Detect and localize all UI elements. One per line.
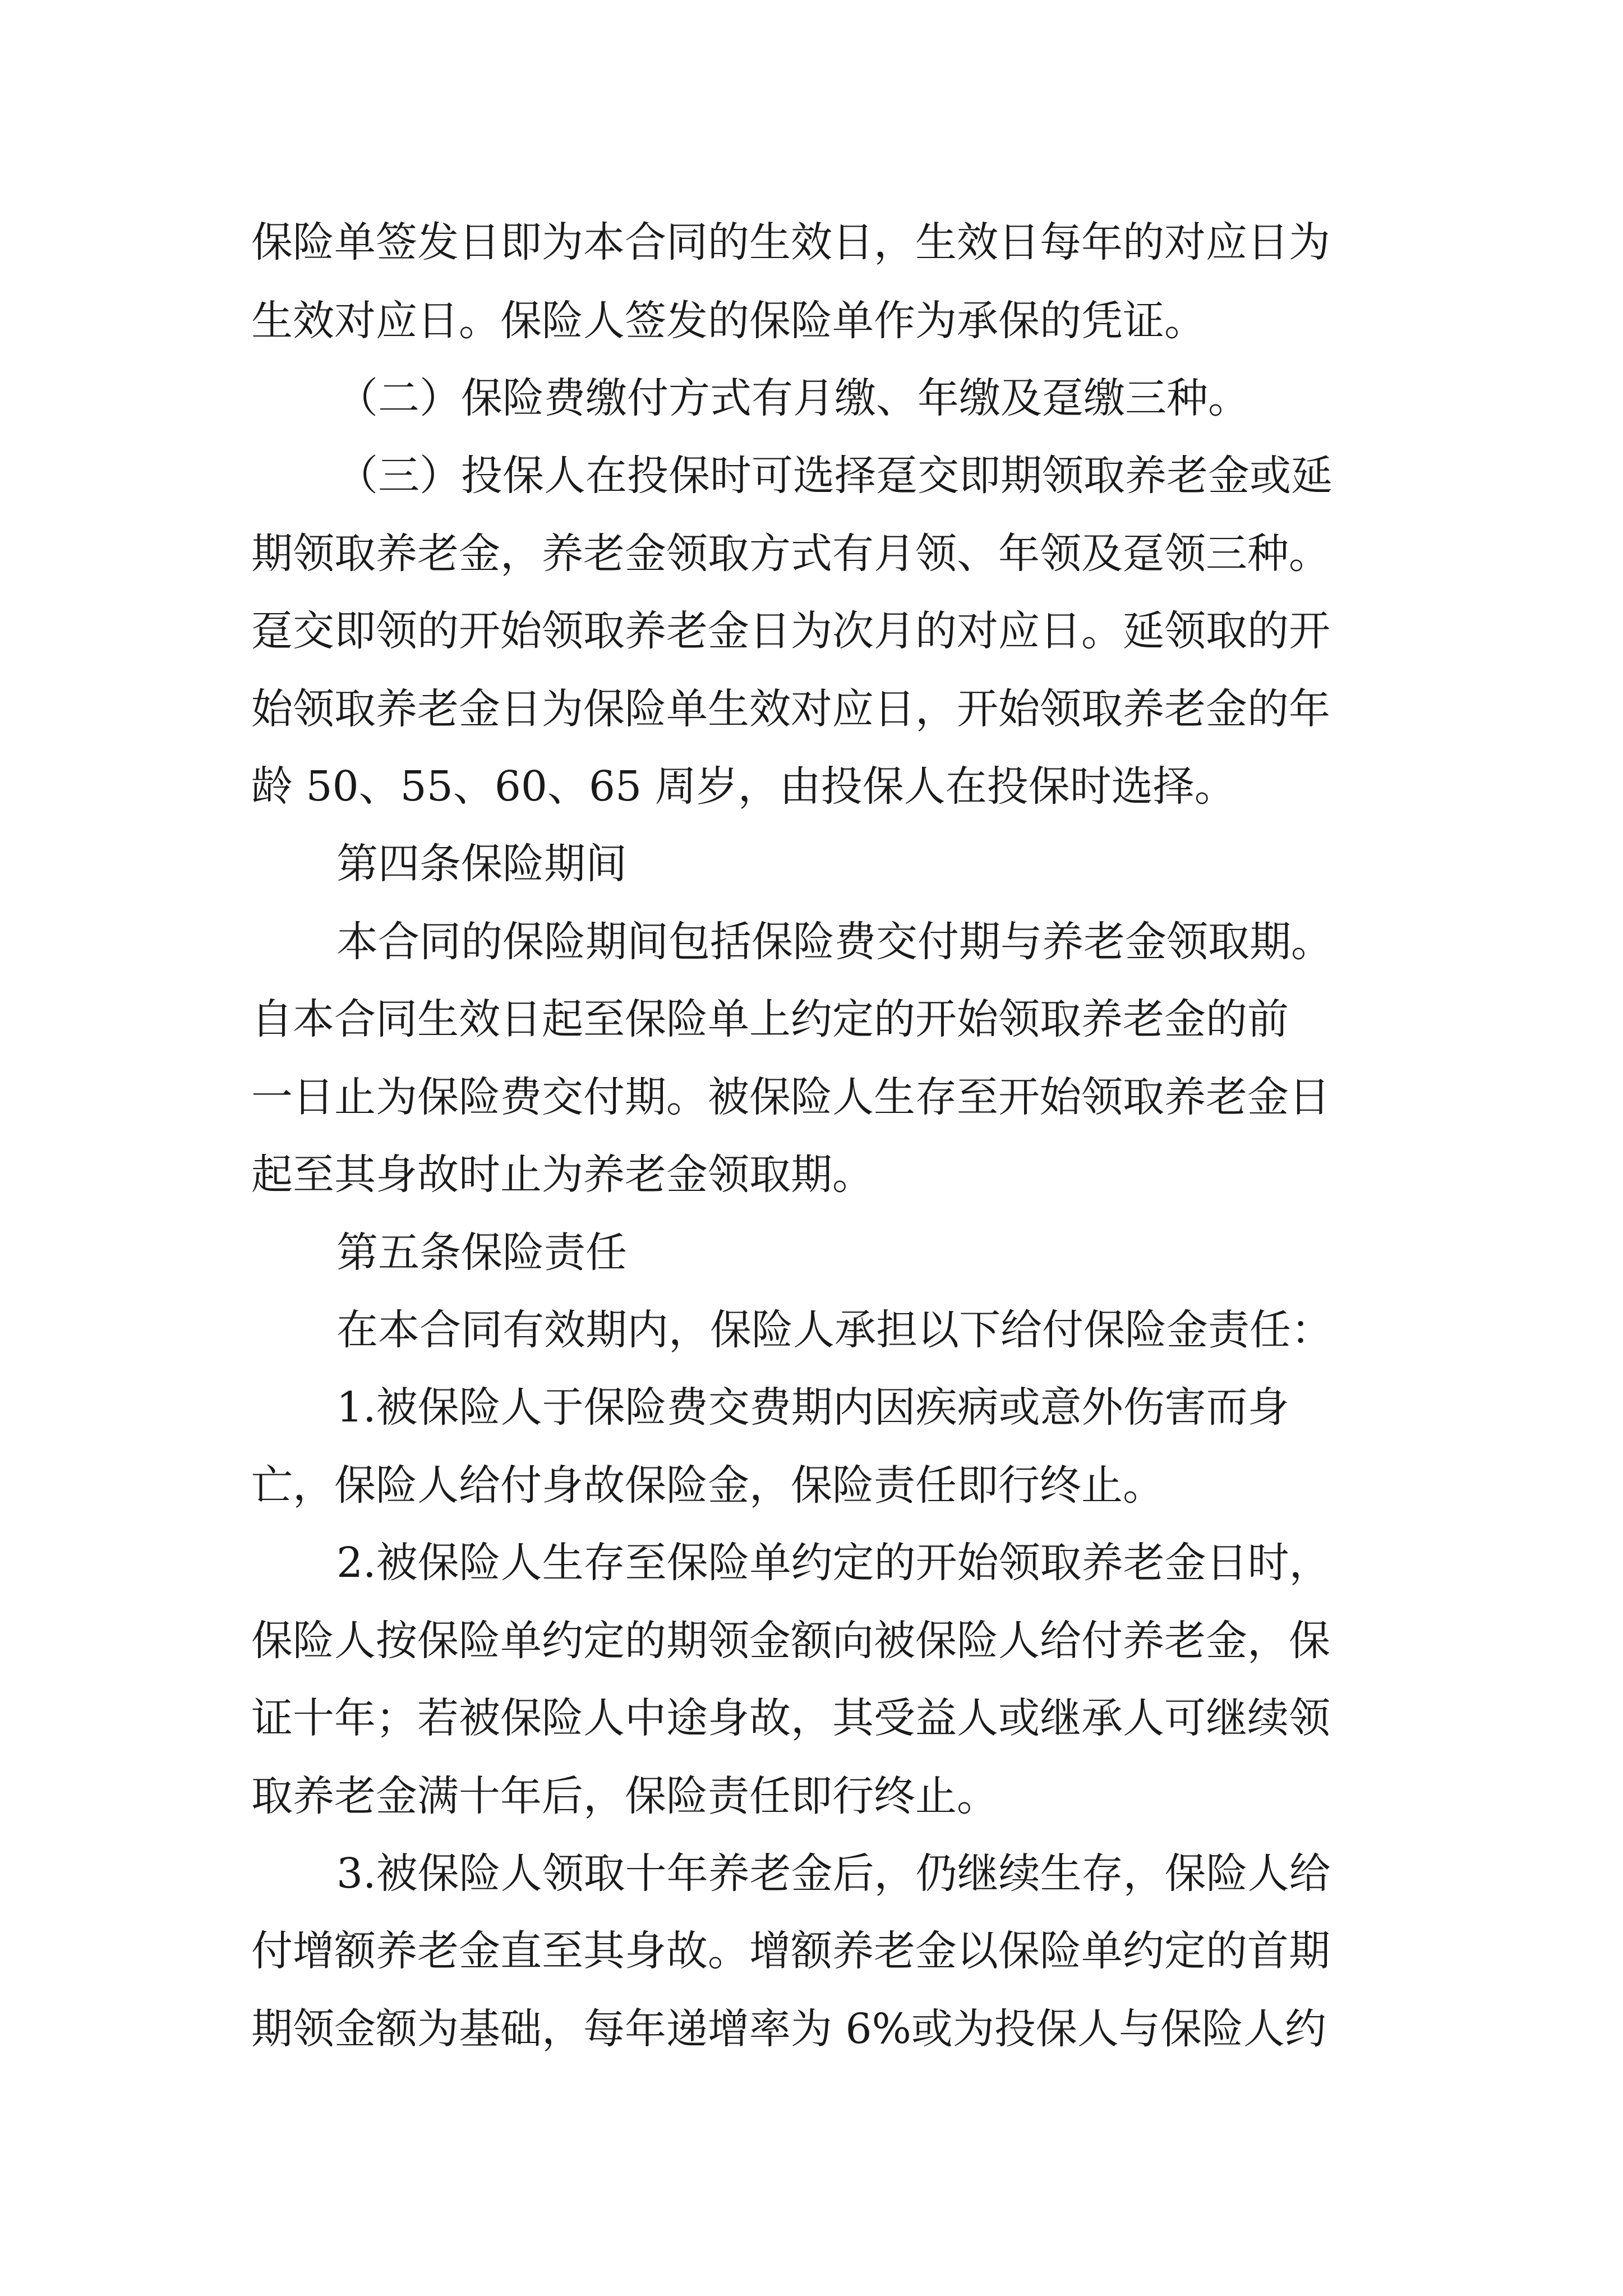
paragraph-line: 一日止为保险费交付期。被保险人生存至开始领取养老金日 xyxy=(251,1073,1330,1121)
paragraph-line: 起至其身故时止为养老金领取期。 xyxy=(251,1151,874,1199)
paragraph-line: （二）保险费缴付方式有月缴、年缴及趸缴三种。 xyxy=(336,374,1249,422)
section-heading: 第四条保险期间 xyxy=(336,840,627,888)
paragraph-line: 龄 50、55、60、65 周岁，由投保人在投保时选择。 xyxy=(251,762,1236,811)
paragraph-line: 2.被保险人生存至保险单约定的开始领取养老金日时， xyxy=(336,1539,1331,1587)
paragraph-line: 生效对应日。保险人签发的保险单作为承保的凭证。 xyxy=(251,297,1206,345)
paragraph-line: 亡，保险人给付身故保险金，保险责任即行终止。 xyxy=(251,1461,1164,1510)
paragraph-line: 趸交即领的开始领取养老金日为次月的对应日。延领取的开 xyxy=(251,607,1330,655)
paragraph-line: 取养老金满十年后，保险责任即行终止。 xyxy=(251,1772,998,1820)
paragraph-line: 期领金额为基础，每年递增率为 6%或为投保人与保险人约 xyxy=(251,2005,1326,2053)
paragraph-line: 3.被保险人领取十年养老金后，仍继续生存，保险人给 xyxy=(336,1849,1331,1898)
paragraph-line: 保险人按保险单约定的期领金额向被保险人给付养老金，保 xyxy=(251,1617,1330,1665)
section-heading: 第五条保险责任 xyxy=(336,1228,627,1277)
paragraph-line: （三）投保人在投保时可选择趸交即期领取养老金或延 xyxy=(336,452,1332,500)
paragraph-line: 始领取养老金日为保险单生效对应日，开始领取养老金的年 xyxy=(251,685,1330,733)
paragraph-line: 本合同的保险期间包括保险费交付期与养老金领取期。 xyxy=(336,918,1332,966)
paragraph-line: 在本合同有效期内，保险人承担以下给付保险金责任： xyxy=(336,1306,1332,1354)
paragraph-line: 自本合同生效日起至保险单上约定的开始领取养老金的前 xyxy=(251,995,1289,1043)
paragraph-line: 证十年；若被保险人中途身故，其受益人或继承人可继续领 xyxy=(251,1694,1330,1742)
paragraph-line: 付增额养老金直至其身故。增额养老金以保险单约定的首期 xyxy=(251,1927,1330,1975)
paragraph-line: 保险单签发日即为本合同的生效日，生效日每年的对应日为 xyxy=(251,218,1330,266)
paragraph-line: 期领取养老金，养老金领取方式有月领、年领及趸领三种。 xyxy=(251,530,1330,578)
paragraph-line: 1.被保险人于保险费交费期内因疾病或意外伤害而身 xyxy=(336,1383,1289,1432)
